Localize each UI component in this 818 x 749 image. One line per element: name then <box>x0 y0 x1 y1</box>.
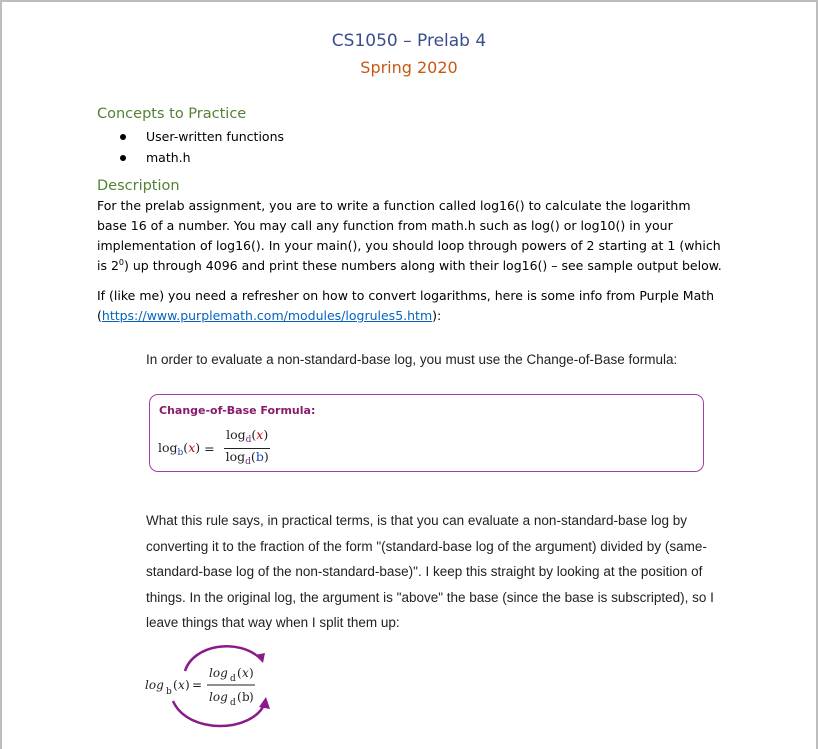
diagram-den-close: ) <box>249 690 254 704</box>
diagram-num-open: ( <box>237 666 242 680</box>
diagram-lhs-open: ( <box>173 678 178 692</box>
diagram-lhs-log: log <box>145 678 164 692</box>
formula-denominator: $\log_d(b)$ <box>225 449 269 467</box>
diagram-lhs-base: b <box>166 687 172 697</box>
diagram-den-arg: b <box>242 690 250 704</box>
diagram-num-log: log <box>209 666 228 680</box>
description-paragraph <box>97 196 722 276</box>
refresher-paragraph <box>97 286 722 326</box>
diagram-lhs-arg: x <box>178 678 185 692</box>
description-text-end: ) up through 4096 and print these numbers along with their log16() – see sample output below. <box>124 258 722 273</box>
explanation-paragraph: What this rule says, in practical terms, is that you can evaluate a non-standard-base log by converting it to the fraction of the form "(standard-base log of the argument) divided by (same-standard-base log of the non-standard-base)". I keep this straight by looking at the position of things. In the original log, the argument is "above" the base (since the base is subscripted), so I leave things that way when I split them up: <box>146 513 714 630</box>
superscript-zero: 0 <box>118 257 125 267</box>
diagram-lhs-close: ) <box>185 678 190 692</box>
page-border-left <box>0 0 2 749</box>
refresher-text-end: ): <box>432 308 442 323</box>
formula-lhs: $\log_b(x)$ <box>158 439 201 458</box>
list-item: User-written functions <box>120 128 284 149</box>
diagram-equals: = <box>192 678 203 692</box>
diagram-den-base: d <box>230 698 236 708</box>
purplemath-link[interactable]: https://www.purplemath.com/modules/logrules5.htm <box>101 308 433 323</box>
refresher-text: If (like me) you need a refresher on how to convert logarithms, here is some info from Purple Math ( <box>97 288 715 323</box>
formula-box <box>149 394 704 472</box>
lower-arrow-head <box>259 697 270 709</box>
page-border-top <box>0 0 818 2</box>
document-subtitle: Spring 2020 <box>360 58 458 77</box>
diagram-num-base: d <box>230 674 236 684</box>
formula-numerator: $\log_d(x)$ <box>224 427 270 449</box>
list-item: math.h <box>120 149 284 170</box>
concepts-heading: Concepts to Practice <box>97 106 247 122</box>
change-of-base-diagram <box>143 633 283 743</box>
description-text: For the prelab assignment, you are to write a function called log16() to calculate the logarithm base 16 of a number. You may call any function from math.h such as log() or log10() in your implementation of log16(). In your main(), you should loop through powers of 2 starting at 1 (which is 2 <box>97 198 721 273</box>
change-of-base-intro: In order to evaluate a non-standard-base log, you must use the Change-of-Base formula: <box>146 352 678 367</box>
lower-arrow-curve <box>173 701 265 726</box>
formula-box-title: Change-of-Base Formula: <box>159 404 316 417</box>
diagram-num-close: ) <box>249 666 254 680</box>
diagram-den-open: ( <box>237 690 242 704</box>
diagram-den-log: log <box>209 690 228 704</box>
change-of-base-formula: $\log_b(x)$ = $\frac{\log_d(x)}{\log_d(b)}$ <box>158 427 271 470</box>
document-title: CS1050 – Prelab 4 <box>331 31 487 51</box>
concepts-list <box>120 128 284 170</box>
diagram-num-arg: x <box>242 666 249 680</box>
description-heading: Description <box>97 178 180 194</box>
formula-fraction <box>224 427 271 470</box>
